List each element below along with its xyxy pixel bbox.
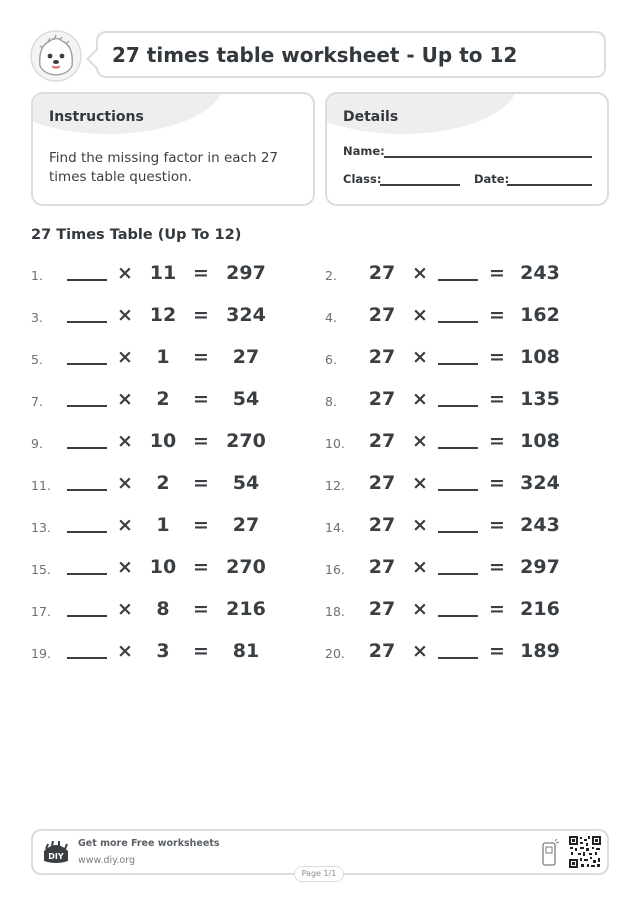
footer-url-link[interactable]: www.diy.org: [78, 855, 135, 866]
answer-blank[interactable]: [438, 657, 478, 659]
product-value: 216: [520, 598, 560, 620]
equals-symbol: =: [489, 304, 505, 326]
multiplicand-value: 27: [368, 304, 396, 326]
times-symbol: ×: [412, 388, 428, 410]
answer-blank[interactable]: [438, 489, 478, 491]
times-symbol: ×: [117, 514, 133, 536]
answer-blank[interactable]: [438, 321, 478, 323]
multiplicand-value: 27: [368, 346, 396, 368]
question-row: [31, 428, 301, 458]
product-value: 162: [520, 304, 560, 326]
factor-value: 2: [156, 388, 170, 410]
product-value: 243: [520, 262, 560, 284]
factor-value: 10: [149, 556, 177, 578]
answer-blank[interactable]: [438, 573, 478, 575]
factor-value: 10: [149, 430, 177, 452]
times-symbol: ×: [412, 304, 428, 326]
equals-symbol: =: [489, 640, 505, 662]
times-symbol: ×: [412, 514, 428, 536]
question-number: 1.: [31, 268, 43, 283]
factor-value: 8: [156, 598, 170, 620]
qr-code-icon: [569, 836, 601, 868]
answer-blank[interactable]: [438, 615, 478, 617]
multiplicand-value: 27: [368, 640, 396, 662]
equals-symbol: =: [193, 556, 209, 578]
multiplicand-value: 27: [368, 388, 396, 410]
question-number: 8.: [325, 394, 337, 409]
question-number: 3.: [31, 310, 43, 325]
product-value: 54: [232, 472, 260, 494]
product-value: 216: [226, 598, 266, 620]
times-symbol: ×: [117, 472, 133, 494]
equals-symbol: =: [489, 262, 505, 284]
question-row: [31, 638, 301, 668]
product-value: 324: [226, 304, 266, 326]
times-symbol: ×: [117, 598, 133, 620]
answer-blank[interactable]: [67, 447, 107, 449]
answer-blank[interactable]: [67, 321, 107, 323]
question-number: 7.: [31, 394, 43, 409]
instructions-panel: [31, 92, 315, 206]
page-indicator: Page 1/1: [294, 866, 344, 882]
product-value: 108: [520, 346, 560, 368]
answer-blank[interactable]: [67, 405, 107, 407]
question-row: [31, 596, 301, 626]
equals-symbol: =: [489, 598, 505, 620]
question-row: [325, 470, 595, 500]
equals-symbol: =: [193, 472, 209, 494]
product-value: 27: [232, 514, 260, 536]
product-value: 135: [520, 388, 560, 410]
question-row: [325, 512, 595, 542]
product-value: 297: [520, 556, 560, 578]
factor-value: 1: [156, 514, 170, 536]
question-number: 6.: [325, 352, 337, 367]
question-row: [325, 554, 595, 584]
product-value: 243: [520, 514, 560, 536]
phone-icon: [541, 839, 559, 867]
multiplicand-value: 27: [368, 514, 396, 536]
question-number: 19.: [31, 646, 51, 661]
equals-symbol: =: [193, 262, 209, 284]
product-value: 270: [226, 430, 266, 452]
equals-symbol: =: [193, 598, 209, 620]
product-value: 108: [520, 430, 560, 452]
question-row: [325, 428, 595, 458]
answer-blank[interactable]: [67, 531, 107, 533]
multiplicand-value: 27: [368, 472, 396, 494]
answer-blank[interactable]: [67, 363, 107, 365]
question-number: 4.: [325, 310, 337, 325]
times-symbol: ×: [117, 262, 133, 284]
answer-blank[interactable]: [67, 615, 107, 617]
answer-blank[interactable]: [438, 363, 478, 365]
multiplicand-value: 27: [368, 430, 396, 452]
times-symbol: ×: [412, 430, 428, 452]
times-symbol: ×: [117, 640, 133, 662]
name-field[interactable]: [384, 156, 592, 158]
product-value: 27: [232, 346, 260, 368]
equals-symbol: =: [193, 388, 209, 410]
answer-blank[interactable]: [67, 657, 107, 659]
question-row: [31, 386, 301, 416]
title-box: [96, 31, 606, 78]
equals-symbol: =: [193, 430, 209, 452]
times-symbol: ×: [412, 640, 428, 662]
mascot-icon: [30, 30, 82, 82]
question-number: 2.: [325, 268, 337, 283]
question-number: 11.: [31, 478, 51, 493]
times-symbol: ×: [412, 598, 428, 620]
product-value: 54: [232, 388, 260, 410]
question-number: 15.: [31, 562, 51, 577]
question-row: [325, 260, 595, 290]
equals-symbol: =: [489, 430, 505, 452]
multiplicand-value: 27: [368, 262, 396, 284]
question-number: 20.: [325, 646, 345, 661]
answer-blank[interactable]: [67, 489, 107, 491]
instructions-text: Find the missing factor in each 27 times table question.: [49, 150, 278, 185]
times-symbol: ×: [117, 388, 133, 410]
page-title: 27 times table worksheet - Up to 12: [112, 42, 518, 67]
factor-value: 12: [149, 304, 177, 326]
question-row: [325, 302, 595, 332]
times-symbol: ×: [117, 304, 133, 326]
date-label: Date:: [474, 172, 510, 186]
answer-blank[interactable]: [438, 447, 478, 449]
svg-text:DIY: DIY: [48, 852, 64, 861]
name-label: Name:: [343, 144, 385, 158]
times-symbol: ×: [117, 556, 133, 578]
question-number: 16.: [325, 562, 345, 577]
times-symbol: ×: [117, 430, 133, 452]
date-field[interactable]: [507, 184, 592, 186]
answer-blank[interactable]: [67, 279, 107, 281]
product-value: 297: [226, 262, 266, 284]
multiplicand-value: 27: [368, 556, 396, 578]
question-row: [325, 638, 595, 668]
question-number: 12.: [325, 478, 345, 493]
equals-symbol: =: [193, 514, 209, 536]
question-row: [31, 512, 301, 542]
question-number: 10.: [325, 436, 345, 451]
class-field[interactable]: [380, 184, 460, 186]
details-title: Details: [343, 109, 399, 125]
question-number: 9.: [31, 436, 43, 451]
question-row: [325, 386, 595, 416]
answer-blank[interactable]: [438, 531, 478, 533]
equals-symbol: =: [489, 556, 505, 578]
question-number: 13.: [31, 520, 51, 535]
times-symbol: ×: [117, 346, 133, 368]
equals-symbol: =: [193, 304, 209, 326]
times-symbol: ×: [412, 472, 428, 494]
equals-symbol: =: [193, 346, 209, 368]
question-number: 14.: [325, 520, 345, 535]
answer-blank[interactable]: [67, 573, 107, 575]
times-symbol: ×: [412, 556, 428, 578]
equals-symbol: =: [489, 514, 505, 536]
equals-symbol: =: [489, 388, 505, 410]
answer-blank[interactable]: [438, 405, 478, 407]
section-title: 27 Times Table (Up To 12): [31, 227, 242, 243]
question-number: 18.: [325, 604, 345, 619]
footer-promo-text: Get more Free worksheets: [78, 838, 220, 849]
question-row: [325, 596, 595, 626]
question-row: [31, 554, 301, 584]
class-label: Class:: [343, 172, 382, 186]
product-value: 81: [232, 640, 260, 662]
answer-blank[interactable]: [438, 279, 478, 281]
times-symbol: ×: [412, 346, 428, 368]
factor-value: 2: [156, 472, 170, 494]
factor-value: 1: [156, 346, 170, 368]
product-value: 270: [226, 556, 266, 578]
question-row: [325, 344, 595, 374]
product-value: 324: [520, 472, 560, 494]
product-value: 189: [520, 640, 560, 662]
factor-value: 11: [149, 262, 177, 284]
instructions-title: Instructions: [49, 109, 144, 125]
question-row: [31, 470, 301, 500]
question-number: 5.: [31, 352, 43, 367]
question-row: [31, 344, 301, 374]
question-row: [31, 302, 301, 332]
equals-symbol: =: [193, 640, 209, 662]
equals-symbol: =: [489, 346, 505, 368]
times-symbol: ×: [412, 262, 428, 284]
question-row: [31, 260, 301, 290]
details-panel: [325, 92, 609, 206]
diy-logo-icon: [42, 841, 70, 865]
question-number: 17.: [31, 604, 51, 619]
factor-value: 3: [156, 640, 170, 662]
equals-symbol: =: [489, 472, 505, 494]
multiplicand-value: 27: [368, 598, 396, 620]
